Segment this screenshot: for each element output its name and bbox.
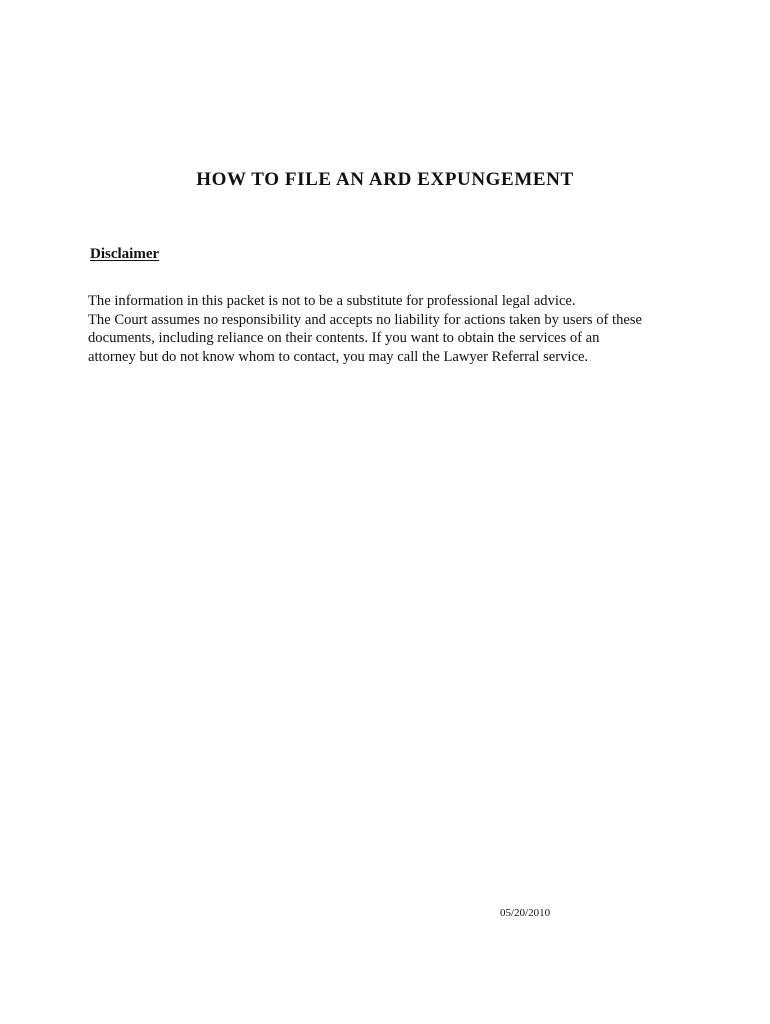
disclaimer-line: The Court assumes no responsibility and accepts no liability for actions taken by users of these [88, 311, 643, 328]
document-title: HOW TO FILE AN ARD EXPUNGEMENT [196, 169, 574, 190]
document-date: 05/20/2010 [500, 907, 551, 919]
disclaimer-line: attorney but do not know whom to contact, you may call the Lawyer Referral service. [88, 348, 589, 365]
disclaimer-line: The information in this packet is not to be a substitute for professional legal advice. [88, 293, 576, 309]
disclaimer-paragraph [88, 292, 688, 366]
disclaimer-heading: Disclaimer [90, 246, 160, 262]
disclaimer-line: documents, including reliance on their contents. If you want to obtain the services of an [88, 330, 600, 347]
